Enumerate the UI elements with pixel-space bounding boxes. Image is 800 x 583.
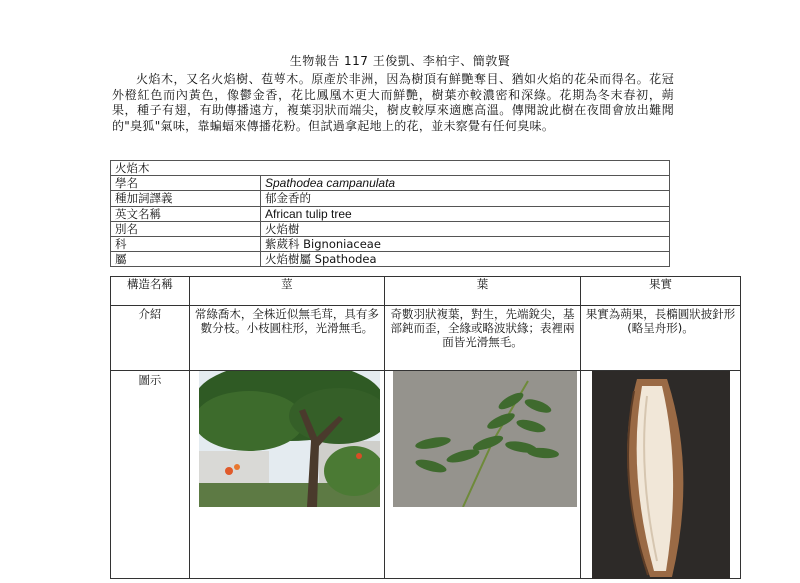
header-fruit: 果實 [581,277,741,306]
table-row [111,252,670,267]
info-table [110,160,670,267]
tree-photo [199,371,380,507]
info-key: 科 [111,236,261,251]
header-stem: 莖 [189,277,384,306]
info-value: African tulip tree [261,206,670,221]
table-header-row [111,277,741,306]
info-value: 火焰樹 [261,221,670,236]
table-row [111,206,670,221]
info-key: 屬 [111,252,261,267]
info-value: 紫葳科 Bignoniaceae [261,236,670,251]
intro-paragraph [112,72,674,134]
table-row [111,191,670,206]
table-row [111,236,670,251]
page-title: 生物報告 117 王俊凱、李柏宇、簡敦賢 [289,54,511,68]
table-row [111,221,670,236]
info-caption: 火焰木 [111,161,670,176]
row-label-image: 圖示 [111,371,190,579]
leaf-photo [393,371,577,507]
info-value: Spathodea campanulata [261,176,670,191]
header-structure-name: 構造名稱 [111,277,190,306]
info-value: 郁金香的 [261,191,670,206]
fruit-photo [592,371,730,579]
stem-description: 常綠喬木，全株近似無毛茸，具有多數分枝。小枝圓柱形，光滑無毛。 [189,306,384,371]
fruit-description: 果實為蒴果，長橢圓狀披針形(略呈舟形)。 [581,306,741,371]
table-row [111,176,670,191]
info-key: 種加詞譯義 [111,191,261,206]
info-key: 別名 [111,221,261,236]
info-key: 英文名稱 [111,206,261,221]
header-leaf: 葉 [384,277,580,306]
table-row [111,306,741,371]
info-value: 火焰樹屬 Spathodea [261,252,670,267]
info-key: 學名 [111,176,261,191]
row-label-intro: 介紹 [111,306,190,371]
intro-text: 火焰木，又名火焰樹、苞萼木。原產於非洲，因為樹頂有鮮艷奪目、猶如火焰的花朵而得名。花冠外橙紅色而內黃色，像鬱金香，花比鳳凰木更大而鮮艷，樹葉亦較濃密和深綠。花期為冬末春初，蒴果，種子有翅，有助傳播遠方，複葉羽狀而端尖，樹皮較厚來適應高溫。傳聞說此樹在夜間會放出難聞的"臭狐"氣味，靠蝙蝠來傳播花粉。但試過拿起地上的花，並未察覺有任何臭味。 [112,72,674,133]
leaf-description: 奇數羽狀複葉，對生，先端銳尖，基部鈍而歪，全緣或略波狀緣；表裡兩面皆光滑無毛。 [384,306,580,371]
